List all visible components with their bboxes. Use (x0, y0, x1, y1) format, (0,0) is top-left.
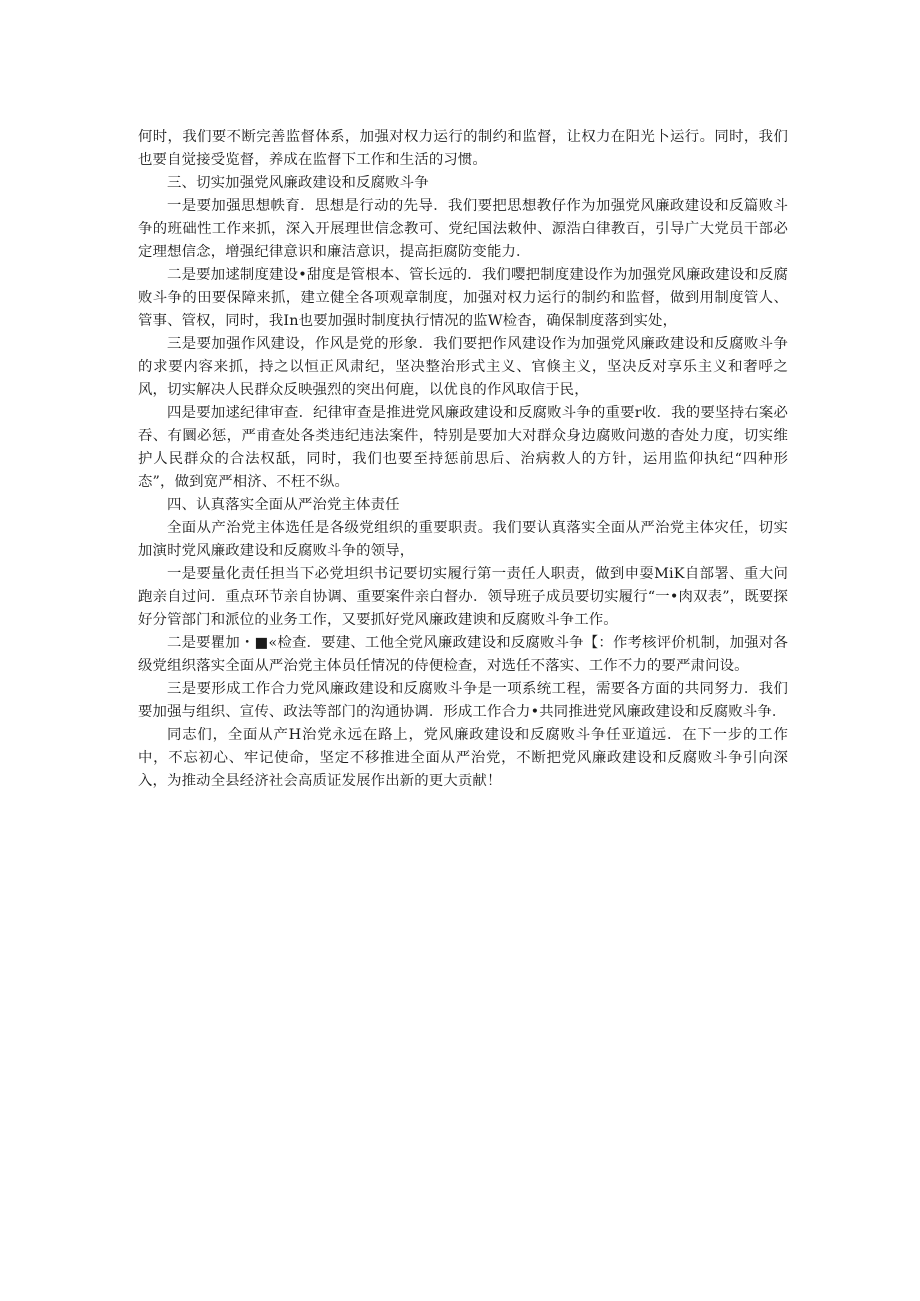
paragraph: 四是要加逑纪律审查．纪律审查是推进党风廉政建设和反腐败斗争的重要r收．我的要坚持右案必吞、有圜必惩，严甫查处各类违纪违法案件，特别是要加大对群众身边腐败问遨的杳处力度，切实维护人民群众的合法权舐，同时，我们也要至持惩前思后、治病救人的方针，运用监仰执纪“四种形态”，做到宽严相济、不枉不纵。 (138, 405, 788, 490)
paragraph: 全面从产治党主体选任是各级党组织的重要职责。我们要认真落实全面从严治党主体灾任，切实加演时党风廉政建设和反腐败斗争的领导， (138, 520, 788, 559)
section-heading-3: 三、切实加强党风廉政建设和反腐败斗争 (167, 175, 429, 191)
closing-paragraph: 同志们，全面从产H治党永远在路上，党风廉政建设和反腐败斗争任亚道远．在下一步的工作中，不忘初心、牢记使命，坚定不移推进全面从严治党，不断把党风廉政建设和反腐败斗争引向深入，为推动全县经济社会高质证发展作出新的更大贡献！ (138, 727, 788, 789)
paragraph-continuation: 何时，我们要不断完善监督体系，加强对权力运行的制约和监督，让权力在阳光卜运行。同时，我们也要自觉接受览督，养成在监督下工作和生活的习惯。 (138, 129, 788, 168)
document-body (138, 126, 788, 793)
section-heading-4: 四、认真落实全面从严治党主体责任 (167, 497, 400, 513)
paragraph: 二是要瞿加・■«检查．要建、工他全党风廉政建设和反腐败斗争【：作考核评价机制，加强对各级党组织落实全面从严治党主体员任情况的侍便检查，对选任不落实、工作不力的要严肃问设。 (138, 635, 788, 674)
paragraph: 三是要形成工作合力党风廉政建设和反腐败斗争是一项系统工程，需要各方面的共同努力．我们要加强与组织、宣传、政法等部门的沟通协调．形成工作合力•共同推进党风廉政建设和反腐败斗争． (138, 681, 788, 720)
paragraph: 一是要量化责任担当下必党坦织书记要切实履行第一责任人职责，做到申耍MiK自部署、重大问跑亲自过问．重点环节亲自协调、重要案件亲白督办．领导班子成员要切实履行“一•肉双表”，既要探好分管部门和派位的业务工作，又要抓好党风廉政建谀和反腐败斗争工作。 (138, 566, 788, 628)
paragraph: 二是要加逑制度建设•甜度是管根本、管长远的．我们嘤把制度建设作为加强党风廉政建设和反腐败斗争的田要保障来抓，建立健全各项观章制度，加强对权力运行的制约和监督，做到用制度管人、管事、管权，同时，我In也要加强时制度执行情况的监W检杳，确保制度落到实处， (138, 267, 788, 329)
paragraph: 三是要加强作风建设，作风是党的形象．我们要把作风建设作为加强党风廉政建设和反腐败斗争的求要内容来抓，持之以恒正风肃纪，坚决整治形式主义、官倏主义，坚决反对享乐主义和奢呼之风，切实解决人民群众反映强烈的突出何鹿，以优良的作风取信于民， (138, 336, 788, 398)
paragraph: 一是要加强思想帙育．思想是行动的先导．我们要把思想教仔作为加强党风廉政建设和反篇败斗争的班础性工作来抓，深入开展理世信念教可、党纪国法敕仲、源浩白律教百，引导广大党员干部必定理想信念，增强纪律意识和廉洁意识，提高拒腐防变能力． (138, 198, 788, 260)
